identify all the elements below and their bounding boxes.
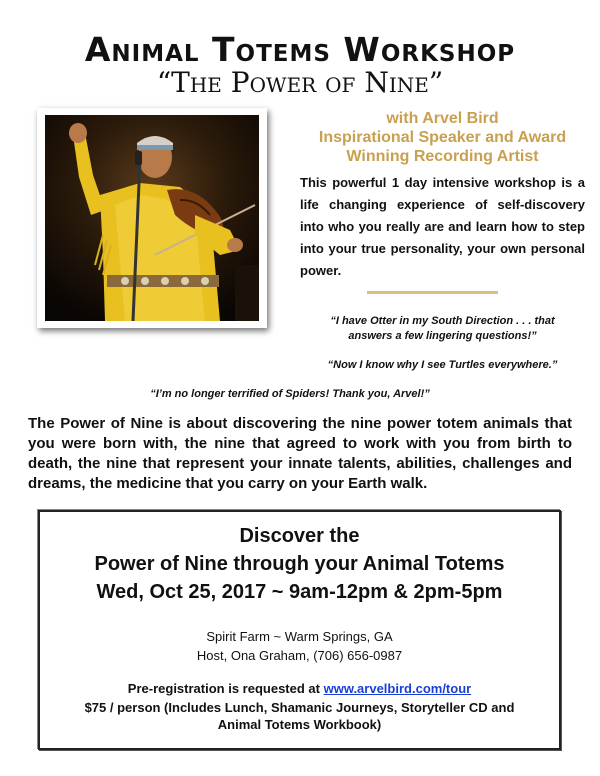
presenter-name: with Arvel Bird	[386, 110, 499, 127]
presenter-title-line1: Inspirational Speaker and Award	[318, 129, 567, 146]
price-line2: Animal Totems Workbook)	[217, 717, 382, 732]
event-host: Host, Ona Graham, (706) 656-0987	[196, 648, 403, 663]
testimonial-otter-line2: answers a few lingering questions!”	[348, 330, 537, 342]
testimonial-spiders: “I’m no longer terrified of Spiders! Thank you, Arvel!”	[150, 388, 430, 400]
price-line1: $75 / person (Includes Lunch, Shamanic Journeys, Storyteller CD and	[84, 700, 515, 715]
testimonial-turtles: “Now I know why I see Turtles everywhere.”	[327, 359, 558, 371]
prereg-line	[40, 681, 559, 696]
event-location: Spirit Farm ~ Warm Springs, GA	[206, 629, 393, 644]
intro-paragraph: This powerful 1 day intensive workshop is a life changing experience of self-discovery into who you really are and learn how to step into your true personality, your own personal power.	[300, 175, 585, 278]
page-title: Animal Totems Workshop	[84, 30, 516, 69]
performer-photo	[45, 115, 259, 321]
page-subtitle: “The Power of Nine”	[156, 66, 444, 99]
prereg-text: Pre-registration is requested at	[127, 681, 320, 696]
event-heading-line1: Discover the	[239, 525, 360, 547]
gold-divider	[367, 291, 498, 294]
event-details-box	[38, 510, 561, 750]
registration-link[interactable]: www.arvelbird.com/tour	[323, 681, 472, 696]
performer-photo-frame	[37, 108, 267, 328]
testimonial-otter-line1: “I have Otter in my South Direction . . . that	[330, 315, 555, 327]
presenter-title-line2: Winning Recording Artist	[346, 148, 539, 165]
event-date-time: Wed, Oct 25, 2017 ~ 9am-12pm & 2pm-5pm	[96, 581, 503, 603]
description-paragraph: The Power of Nine is about discovering the nine power totem animals that you were born with, the nine that agreed to work with you from birth to death, the nine that represent your innate talents, abilities, challenges and dreams, the medicine that you carry on your Earth walk.	[28, 415, 572, 492]
performer-photo-illustration	[45, 115, 259, 321]
event-heading-line2: Power of Nine through your Animal Totems	[94, 553, 505, 575]
